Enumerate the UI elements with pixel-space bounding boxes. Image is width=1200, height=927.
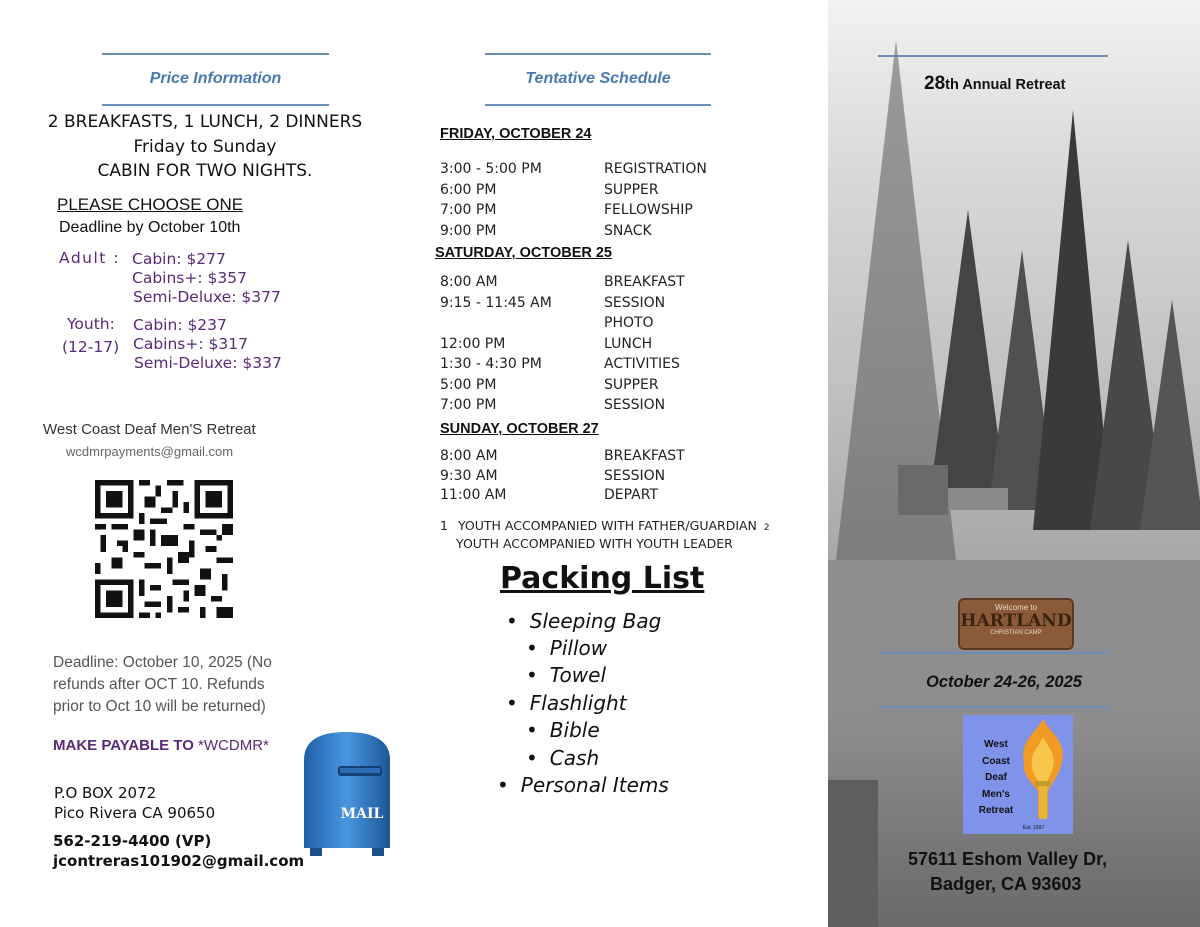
schedule-panel [410, 0, 828, 927]
adult-label: Adult : [59, 249, 121, 267]
packing-item: • Personal Items [497, 773, 669, 797]
choose-label: PLEASE CHOOSE ONE [57, 195, 244, 214]
youth-note-1 [440, 518, 770, 533]
friday-times [440, 159, 542, 241]
price-panel [0, 0, 410, 927]
schedule-time: 1:30 - 4:30 PM [440, 356, 542, 372]
logo-line: West [984, 739, 1008, 750]
day-title-sunday: SUNDAY, OCTOBER 27 [440, 421, 599, 437]
schedule-time: 9:00 PM [440, 222, 497, 239]
schedule-event: SESSION [604, 467, 666, 484]
sign-top-text: Welcome to [994, 603, 1038, 612]
saturday-events [604, 272, 685, 416]
schedule-time: 12:00 PM [440, 335, 506, 352]
schedule-time: 6:00 PM [440, 181, 497, 198]
sign-sub-text: CHRISTIAN CAMP [990, 630, 1042, 636]
day-title-saturday: SATURDAY, OCTOBER 25 [435, 245, 612, 261]
heading-rule-bottom [102, 104, 329, 106]
logo-line: Deaf [985, 772, 1007, 783]
packing-item: • Bible [526, 718, 600, 742]
schedule-event: REGISTRATION [604, 161, 707, 177]
packing-item: • Towel [526, 663, 606, 687]
refund-note-line: refunds after OCT 10. Refunds [53, 676, 265, 693]
packing-item: • Sleeping Bag [506, 609, 661, 633]
youth-ages: (12-17) [62, 338, 120, 356]
logo-est: Est. 1997 [1023, 825, 1045, 831]
hartland-sign [958, 598, 1074, 650]
note-text: YOUTH ACCOMPANIED WITH FATHER/GUARDIAN [457, 518, 757, 533]
schedule-event: PHOTO [604, 315, 654, 331]
schedule-event: SUPPER [604, 181, 659, 198]
sunday-times [440, 447, 506, 506]
adult-price-cabin: Cabin: $277 [132, 250, 226, 268]
schedule-time: 9:30 AM [440, 467, 498, 484]
schedule-event: BREAKFAST [604, 274, 685, 290]
contact-phone: 562-219-4400 (VP) [53, 832, 212, 850]
youth-price-cabin: Cabin: $237 [133, 316, 227, 334]
schedule-time: 3:00 - 5:00 PM [440, 161, 542, 177]
cover-rule-top [878, 55, 1108, 57]
refund-note-line: prior to Oct 10 will be returned) [53, 698, 266, 715]
schedule-heading: Tentative Schedule [525, 70, 671, 87]
days-line: Friday to Sunday [133, 137, 277, 157]
heading-rule-top [102, 53, 329, 55]
schedule-time: 8:00 AM [440, 274, 498, 290]
schedule-event: LUNCH [604, 335, 653, 352]
schedule-time: 8:00 AM [440, 448, 498, 464]
note-number: 2 [763, 523, 770, 533]
refund-note-line: Deadline: October 10, 2025 (No [53, 654, 272, 671]
packing-item: • Cash [526, 746, 599, 770]
event-dates: October 24-26, 2025 [926, 673, 1082, 691]
deadline-line: Deadline by October 10th [59, 219, 241, 236]
youth-price-semi-deluxe: Semi-Deluxe: $337 [134, 354, 282, 372]
address-line: P.O BOX 2072 [54, 784, 157, 802]
schedule-time: 11:00 AM [440, 487, 507, 503]
schedule-time [440, 313, 552, 334]
schedule-time: 5:00 PM [440, 376, 497, 393]
dates-rule-bottom [878, 706, 1108, 708]
sign-main-text: HARTLAND [960, 611, 1072, 631]
price-heading: Price Information [149, 70, 282, 87]
schedule-time: 7:00 PM [440, 202, 497, 218]
logo-text [971, 737, 1021, 820]
packing-item: • Pillow [526, 636, 607, 660]
tree-shape [1140, 300, 1200, 530]
logo-line: Coast [982, 755, 1010, 767]
payable-to: *WCDMR* [198, 737, 269, 754]
adult-price-semi-deluxe: Semi-Deluxe: $377 [133, 288, 281, 306]
schedule-event: FELLOWSHIP [604, 202, 693, 218]
dock-shape [828, 780, 878, 927]
heading-rule-top [485, 53, 711, 55]
mailbox-icon [300, 730, 396, 858]
cover-panel [828, 0, 1200, 927]
schedule-event: BREAKFAST [604, 448, 685, 464]
schedule-time: 7:00 PM [440, 397, 497, 413]
payee-email: wcdmrpayments@gmail.com [66, 444, 234, 459]
schedule-event: DEPART [604, 487, 659, 503]
schedule-event: ACTIVITIES [604, 356, 680, 372]
schedule-time: 9:15 - 11:45 AM [440, 294, 552, 311]
logo-line: Retreat [978, 805, 1014, 816]
youth-label: Youth: [67, 315, 115, 333]
payable-line [53, 737, 269, 754]
contact-email[interactable]: jcontreras101902@gmail.com [53, 852, 305, 870]
cabin-shape [948, 488, 1008, 510]
annual-ordinal: 28 [924, 73, 946, 94]
sunday-events [604, 447, 685, 506]
adult-price-cabins-plus: Cabins+: $357 [132, 269, 247, 287]
note-number: 1 [440, 518, 448, 533]
address-line: Pico Rivera CA 90650 [54, 804, 216, 822]
meals-line: 2 BREAKFASTS, 1 LUNCH, 2 DINNERS [47, 112, 363, 132]
annual-suffix: th Annual Retreat [945, 77, 1066, 93]
dates-rule-top [878, 652, 1108, 654]
packing-list-title: Packing List [500, 561, 705, 596]
youth-note-2: YOUTH ACCOMPANIED WITH YOUTH LEADER [456, 536, 733, 551]
logo-line: Men's [982, 788, 1010, 800]
lodging-line: CABIN FOR TWO NIGHTS. [97, 161, 313, 181]
payable-label: MAKE PAYABLE TO [53, 737, 194, 754]
payee-name: West Coast Deaf Men'S Retreat [43, 421, 256, 438]
youth-price-cabins-plus: Cabins+: $317 [133, 335, 248, 353]
schedule-event: SUPPER [604, 376, 659, 393]
friday-events [604, 159, 707, 241]
venue-address-line2: Badger, CA 93603 [930, 874, 1082, 894]
cabin-shape [898, 465, 948, 515]
mailbox-label: MAIL [340, 806, 384, 822]
day-title-friday: FRIDAY, OCTOBER 24 [440, 126, 592, 142]
payment-qr-code[interactable] [95, 480, 233, 618]
annual-retreat-title [924, 73, 1065, 95]
schedule-event: SESSION [604, 397, 666, 413]
packing-item: • Flashlight [506, 691, 627, 715]
torch-flame-icon [1018, 717, 1068, 827]
refund-note [53, 652, 272, 718]
wcdmr-logo [963, 715, 1073, 834]
mailing-address [54, 783, 215, 823]
schedule-event: SESSION [604, 294, 666, 311]
venue-address-line1: 57611 Eshom Valley Dr, [908, 849, 1108, 869]
heading-rule-bottom [485, 104, 711, 106]
saturday-times [440, 272, 552, 416]
schedule-event: SNACK [604, 222, 652, 239]
